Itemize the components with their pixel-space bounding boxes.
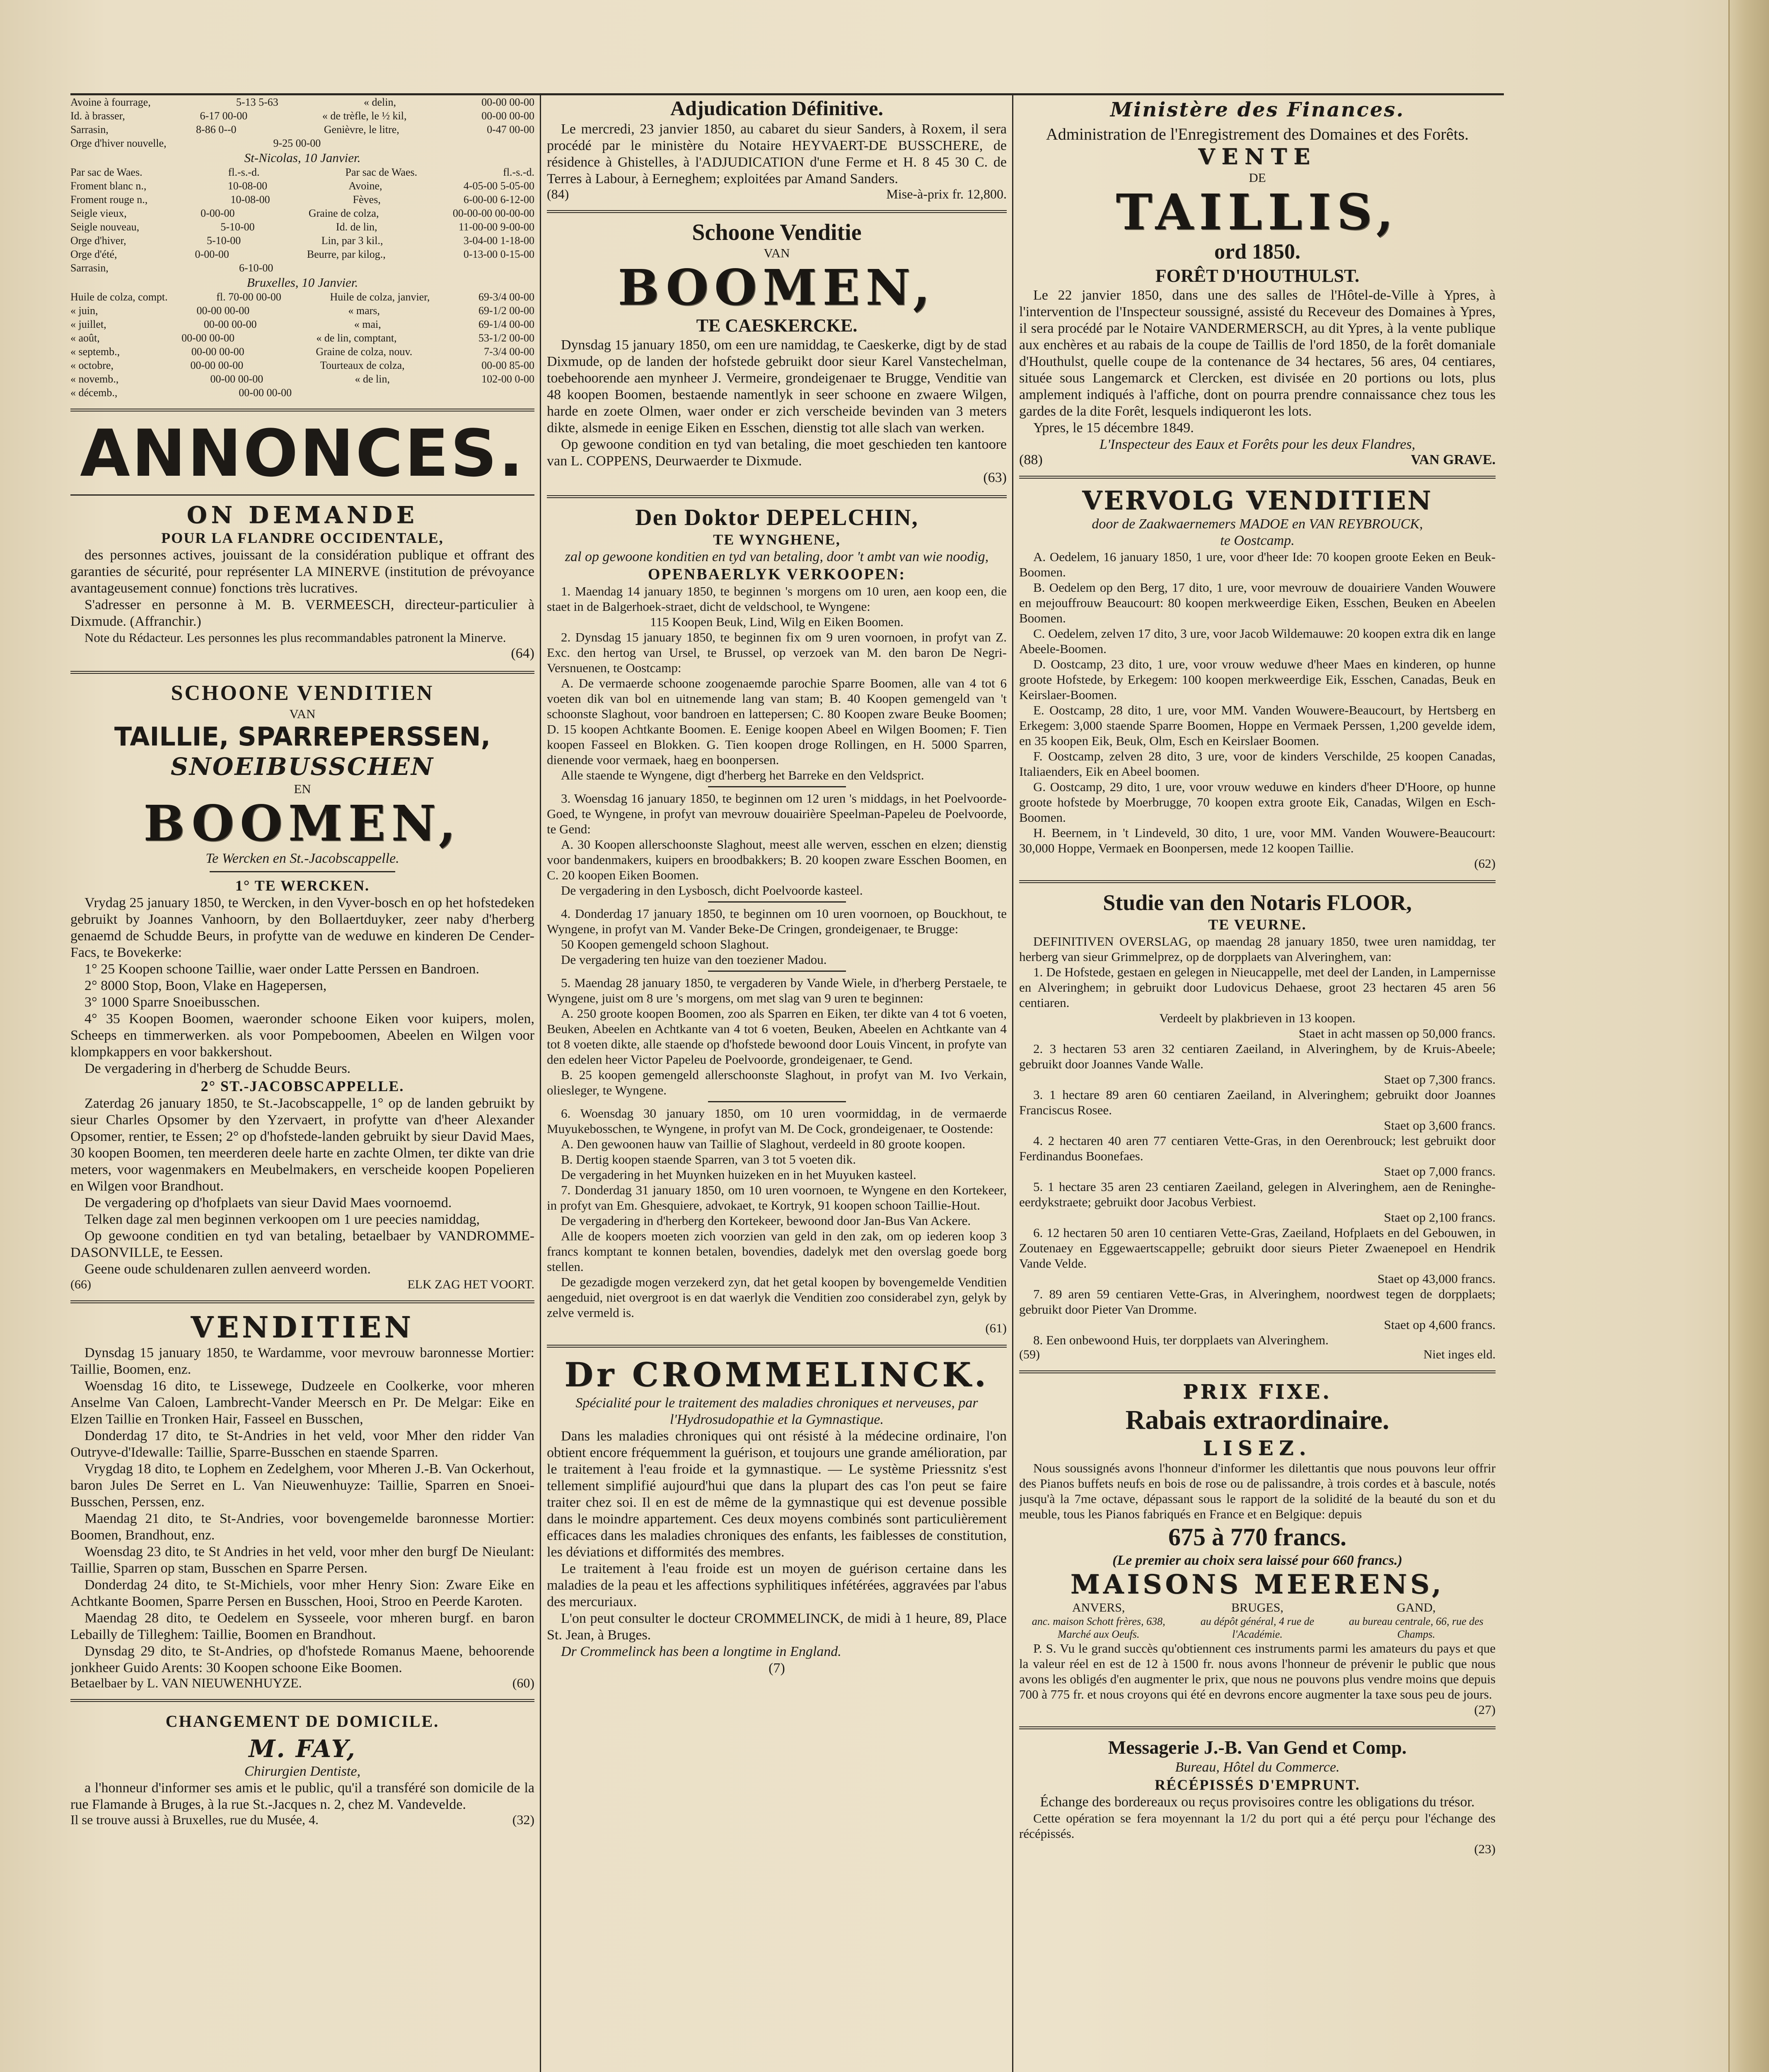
ad-ref: (23) <box>1474 1842 1496 1856</box>
ad-body: Le 22 janvier 1850, dans une des salles de l'Hôtel-de-Ville à Ypres, à l'intervention de l'Inspecteur soussigné, assisté du Receveur des Domaines à Ypres, il sera procédé par le Notaire VANDERMERSCH, au dit Ypres, à la vente publique aux enchères et au rabais de la coupe de Taillis de l'ord 1850, de la forêt domaniale d'Houthulst, quelle coupe de la contenance de 34 hectares, 56 ares, 04 centiares, située sous Langemarck et Clercken, est divisée en 20 portions ou lots, plus amplement indiqués à l'affiche, dont on pourra prendre connaissance chez tous les gardes de la dite Forêt, lesquels indiqueront les lots. <box>1019 288 1496 419</box>
ad-title: SCHOONE VENDITIEN <box>171 681 434 705</box>
divider <box>547 495 1007 498</box>
ad-heading: OPENBAERLYK VERKOOPEN: <box>648 566 906 583</box>
ad-foret: FORÊT D'HOUTHULST. <box>1155 266 1360 286</box>
ad-ref: (61) <box>985 1321 1007 1335</box>
venditie-item: Donderdag 17 dito, te St-Andries in het veld, voor Mher den ridder Van Outryve-d'Idewalle: Taillie, Sparre-Busschen en staende Sparren. <box>70 1428 534 1460</box>
divider <box>1019 476 1496 479</box>
city: ANVERS, <box>1072 1601 1125 1615</box>
lot-price: Staet op 3,600 francs. <box>1384 1118 1496 1133</box>
ad-maisons: MAISONS MEERENS, <box>1070 1569 1445 1600</box>
sale-item: E. Oostcamp, 28 dito, 1 ure, voor MM. Vanden Wouwere-Beaucourt, by Hertsberg en Erkegem: 3,000 staende Sparre Boomen, Hoppe en Vermaek Perssen, 1,200 gevelde idem, en 35 koopen Eik, Beuk, Olm, Esch en Keirslaer Boomen. <box>1019 703 1496 748</box>
ad-ref: (64) <box>511 646 534 661</box>
sale-item: B. Oedelem op den Berg, 17 dito, 1 ure, voor mevrouw de douairiere Vanden Wouwere en mejouffrouw Beaucourt: 80 koopen merkweerdige Eiken, Esschen, Beuken en Abeelen Boomen. <box>1019 580 1496 625</box>
ad-title: Messagerie J.-B. Van Gend et Comp. <box>1108 1737 1407 1758</box>
sale-item: D. Oostcamp, 23 dito, 1 ure, voor vrouw weduwe d'heer Maes en kinderen, op hunne groote Hofstede, by Erkegem: 100 koopen merkweerdige Eik, Esschen, Canadas, Beuk en Keirslaer-Boomen. <box>1019 657 1496 702</box>
ad-price: Mise-à-prix fr. 12,800. <box>886 186 1007 201</box>
ad-sign: L'Inspecteur des Eaux et Forêts pour les deux Flandres, <box>1099 437 1416 452</box>
column-1 <box>70 95 534 2072</box>
divider <box>70 671 534 674</box>
ad-boomen: BOOMEN, <box>618 259 936 316</box>
venditie-item: Donderdag 24 dito, te St-Michiels, voor mher Henry Sion: Zware Eike en Achtkante Boomen, Sparre Persen en Busschen, Hooi, Stroo en Peerde Karoten. <box>70 1577 534 1609</box>
lot-item: 4. 2 hectaren 40 aren 77 centiaren Vette-Gras, in den Oerenbrouck; lest gebruikt door Ferdinandus Boonefaes. <box>1019 1133 1496 1163</box>
ad-subheading: 2° ST.-JACOBSCAPPELLE. <box>201 1078 404 1094</box>
sale-item: 3. Woensdag 16 january 1850, te beginnen om 12 uren 's middags, in het Poelvoorde-Goed, te Wyngene, in profyt van mevrouw douairière Speelman-Papeleu de Poelvoorde, te Gend: <box>547 791 1007 836</box>
divider <box>547 1345 1007 1348</box>
address: au dépôt général, 4 rue de l'Académie. <box>1200 1615 1315 1640</box>
ad-body: Dynsdag 15 january 1850, om een ure namiddag, te Caeskerke, digt by de stad Dixmude, op de landen der hofstede gebruikt door sieur Karel Vanstechelman, toebehoorende aen mynheer J. Vermeire, grondeigenaer te Brugge, Venditie van 48 koopen Boomen, bestaende namentlyk in seer schoone en zwaere Wilgen, harde en zoete Olmen, waer onder er zich verscheide bevinden van 3 meters dikte, alsmede in eenige Eiken en Esschen, dienstig tot alle slach van werken. <box>547 337 1007 436</box>
venditie-item: Dynsdag 29 dito, te St-Andries, op d'hofstede Romanus Maene, behoorende jonkheer Guido Arents: 30 Koopen schoone Eike Boomen. <box>70 1644 534 1675</box>
ad-body: Le traitement à l'eau froide est un moyen de guérison certaine dans les maladies de la peau et les affections syphilitiques infétérées, aggravées par l'abus des mercuriaux. <box>547 1561 1007 1610</box>
ad-sub: Administration de l'Enregistrement des Domaines et des Forêts. <box>1046 125 1469 143</box>
ad-ref: (60) <box>512 1675 534 1690</box>
divider <box>708 901 846 903</box>
venditie-item: Woensdag 16 dito, te Lissewege, Dudzeele en Coolkerke, voor mheren Anselme Van Caloen, Lambrecht-Vander Meersch en Pr. De Melgar: Eike en Elzen Taillie en Tronken Hair, Fasseel en Busschen, <box>70 1378 534 1427</box>
sale-item: H. Beernem, in 't Lindeveld, 30 dito, 1 ure, voor MM. Vanden Wouwere-Beaucourt: 30,000 Hoppe, Vermaek en Boonpersen, mede 12 koopen Taillie. <box>1019 825 1496 855</box>
ad-vente: VENTE <box>1198 144 1317 169</box>
sale-item: A. 30 Koopen allerschoonste Slaghout, meest alle werven, esschen en elzen; dienstig voor bandenmakers, kuipers en broodbakkers; B. 20 koopen zware Esschen Boomen, en C. 20 koopen Eiken Boomen. <box>547 837 1007 882</box>
ad-body: Échange des bordereaux ou reçus provisoires contre les obligations du trésor. <box>1040 1794 1475 1810</box>
crommelinck-ad <box>547 1354 1007 1677</box>
ad-body: a l'honneur d'informer ses amis et le public, qu'il a transféré son domicile de la rue Flamande à Bruges, à la rue St.-Jacques n. 2, chez M. Vandevelde. <box>70 1780 534 1812</box>
divider <box>1019 1370 1496 1373</box>
ad-rabais: Rabais extraordinaire. <box>1125 1405 1390 1435</box>
ad-para: Telken dage zal men beginnen verkoopen om 1 ure peecies namiddag, <box>85 1212 480 1227</box>
ad-ref: (63) <box>983 470 1007 485</box>
vervolg-venditien-ad <box>1019 485 1496 871</box>
market-place: Bruxelles, 10 Janvier. <box>247 275 358 290</box>
sale-item: B. 25 koopen gemengeld allerschoonste Slaghout, in profyt van M. Ivo Verkain, oliesleger, te Wyngene. <box>547 1067 1007 1097</box>
sale-item: 4. Donderdag 17 january 1850, te beginnen om 10 uren voornoen, op Bouckhout, te Wyngene, in profyt van M. Vander Beke-De Cringen, grondeigenaer, te Brugge: <box>547 906 1007 936</box>
venditie-item: Woensdag 23 dito, te St Andries in het veld, voor mher den burgf De Nieulant: Taillie, Sparren op stam, Busschen en Sparre Persen. <box>70 1544 534 1576</box>
divider <box>547 210 1007 213</box>
ad-footer <box>70 1813 534 1827</box>
ad-cities <box>1019 1600 1496 1641</box>
venditien-ad <box>70 1310 534 1690</box>
market-row: « août, 00-00 00-00 « de lin, comptant, 53-1/2 00-00 <box>70 332 534 344</box>
market-row: Sarrasin, 6-10-00 <box>70 262 273 274</box>
ad-body: des personnes actives, jouissant de la considération publique et offrant des garanties de sécurité, pour représenter LA MINERVE (institution de prévoyance avantageusement connue) fonctions très lucratives. <box>70 547 534 596</box>
ad-ref: (84) <box>547 186 569 201</box>
market-row: « octobre, 00-00 00-00 Tourteaux de colza, 00-00 85-00 <box>70 359 534 371</box>
schoone-venditie-ad <box>547 220 1007 486</box>
column-2 <box>547 95 1007 2072</box>
market-row: « juin, 00-00 00-00 « mars, 69-1/2 00-00 <box>70 305 534 317</box>
ad-title: VERVOLG VENDITIEN <box>1082 485 1433 516</box>
address: anc. maison Schott frères, 638, Marché aux Oeufs. <box>1032 1615 1165 1640</box>
ad-subheading: 1° TE WERCKEN. <box>235 877 370 894</box>
city: GAND, <box>1397 1601 1436 1615</box>
market-row: « septemb., 00-00 00-00 Graine de colza, nouv. 7-3/4 00-00 <box>70 346 534 358</box>
ad-line: SNOEIBUSSCHEN <box>170 753 435 781</box>
ad-para: De vergadering in d'herberg de Schudde Beurs. <box>85 1061 351 1076</box>
ad-title: Adjudication Définitive. <box>670 97 883 120</box>
market-place: St-Nicolas, 10 Janvier. <box>244 150 361 165</box>
sale-item: A. 250 groote koopen Boomen, zoo als Sparren en Eiken, ter dikte van 4 tot 6 voeten, Beuken, Abeelen en Achtkante van 4 tot 6 voeten, Beuken, Abeelen en Achtkante van 4 tot 8 voeten dikte, alle staende op d'hofstede bewoond door Louis Vincent, in profyte van den edelen heer Victor Papeleu de Poelvoorde, grondeigenaer, te Gend. <box>547 1006 1007 1067</box>
ad-van: VAN <box>289 707 316 721</box>
lot-item: 6. 12 hectaren 50 aren 10 centiaren Vette-Gras, Zaeiland, Hofplaets en del Gebouwen, in Zoutenaey en Eggewaertscappelle; gebruikt door sieurs Pieter Zwaenepoel en Hendrik Vande Velde. <box>1019 1225 1496 1271</box>
ad-place: TE CAESKERCKE. <box>696 315 858 336</box>
market-row: Huile de colza, compt. fl. 70-00 00-00 Huile de colza, janvier, 69-3/4 00-00 <box>70 291 534 303</box>
ad-body: Le mercredi, 23 janvier 1850, au cabaret du sieur Sanders, à Roxem, il sera procédé par le ministère du Notaire HEYVAERT-DE BUSSCHERE, de résidence à Ghistelles, à l'ADJUDICATION d'une Ferme et H. 8 45 30 C. de Terres à Labour, à Eerneghem; exploitées par Amand Sanders. <box>547 121 1007 186</box>
ad-motto: ELK ZAG HET VOORT. <box>407 1278 534 1291</box>
lot-price: Staet op 4,600 francs. <box>1384 1317 1496 1332</box>
venditie-item: Maendag 21 dito, te St-Andries, voor bovengemelde baronnesse Mortier: Boomen, Brandhout, enz. <box>70 1511 534 1543</box>
lot-item: Verdeelt by plakbrieven in 13 koopen. <box>1159 1011 1356 1025</box>
sale-item: De vergadering in den Lysbosch, dicht Poelvoorde kasteel. <box>561 883 863 898</box>
sale-item: De vergadering in d'herberg den Kortekeer, bewoond door Jan-Bus Van Ackere. <box>561 1213 971 1228</box>
market-header: Par sac de Waes. fl.-s.-d. Par sac de Waes. fl.-s.-d. <box>70 166 534 178</box>
ad-para: Geene oude schuldenaren zullen aenveerd worden. <box>85 1261 371 1277</box>
ad-body: Dans les maladies chroniques qui ont résisté à la médecine ordinaire, l'on obtient encore fréquemment la guérison, et toujours une grande amélioration, par le traitement à l'eau froide et la gymnastique. — Le système Priessnitz s'est tellement simplifié aujourd'hui que dans la plupart des cas l'on peut se faire traiter chez soi. Il en est de même de la gymnastique qui est devenue possible dans le moindre appartement. Ces deux moyens combinés sont particulièrement efficaces dans les maladies chroniques des enfants, les faiblesses de constitution, les déviations et difformités des membres. <box>547 1428 1007 1560</box>
city: BRUGES, <box>1231 1601 1283 1615</box>
ad-title: Studie van den Notaris FLOOR, <box>1103 890 1412 915</box>
ad-para: Zaterdag 26 january 1850, te St.-Jacobscappelle, 1° op de landen gebruikt by sieur Charles Opsomer by den Yzervaert, in profytte van d'heer Alexander Opsomer, rentier, te Essen; 2° op d'hofstede-landen gebruikt by sieur David Maes, 30 koopen Boomen, ten meerderen deele harte en zachte Olmen, ter dikte van drie meters, voor wagenmakers en Meubelmakers, en verscheide koopen Popelieren en Wilgen voor Brandhout. <box>70 1096 534 1194</box>
market-row: Orge d'hiver, 5-10-00 Lin, par 3 kil., 3-04-00 1-18-00 <box>70 235 534 247</box>
ad-date: Ypres, le 15 décembre 1849. <box>1033 420 1194 436</box>
ad-title: CHANGEMENT DE DOMICILE. <box>165 1712 440 1731</box>
market-row: « juillet, 00-00 00-00 « mai, 69-1/4 00-00 <box>70 318 534 330</box>
lot-price: Staet op 7,000 francs. <box>1384 1164 1496 1179</box>
changement-domicile-ad <box>70 1709 534 1827</box>
ad-sub: Bureau, Hôtel du Commerce. <box>1175 1760 1340 1775</box>
market-row: Id. à brasser, 6-17 00-00 « de trèfle, le ½ kil, 00-00 00-00 <box>70 110 534 122</box>
ad-title: Dr CROMMELINCK. <box>564 1355 989 1394</box>
ad-footer <box>1019 453 1496 467</box>
lot-item: 5. 1 hectare 35 aren 23 centiaren Zaeiland, gelegen in Alveringhem, aen de Reninghe-eerdykstraete; gebruikt door Jacobus Verbiest. <box>1019 1179 1496 1209</box>
market-row: « décemb., 00-00 00-00 <box>70 387 292 399</box>
ad-para: 1° 25 Koopen schoone Taillie, waer onder Latte Perssen en Bandroen. <box>85 961 479 977</box>
ad-title: VENDITIEN <box>191 1310 414 1344</box>
ad-payer: Betaelbaer by L. VAN NIEUWENHUYZE. <box>70 1675 302 1690</box>
ad-sub: door de Zaakwaernemers MADOE en VAN REYBROUCK, <box>1092 516 1423 532</box>
ad-body: Nous soussignés avons l'honneur d'informer les dilettantis que nous pouvons leur offrir des Pianos buffets neufs en bois de rose ou de palissandre, à trois cordes et à bascule, notés jusqu'à la 7me octave, dépassant sous le rapport de la solidité de la beauté du son et du meuble, tous les Pianos fabriqués en France et en Belgique: depuis <box>1019 1461 1496 1521</box>
market-row: Avoine à fourrage, 5-13 5-63 « delin, 00-00 00-00 <box>70 96 534 108</box>
ad-place: Te Wercken en St.-Jacobscappelle. <box>205 851 399 866</box>
ad-body: Cette opération se fera moyennant la 1/2 du port qui a été perçu pour l'échange des récépissés. <box>1019 1811 1496 1841</box>
lot-item: 2. 3 hectaren 53 aren 32 centiaren Zaeiland, in Alveringhem, by de Kruis-Abeele; gebruikt door Joannes Vande Walle. <box>1019 1041 1496 1071</box>
sale-item: C. Oedelem, zelven 17 dito, 3 ure, voor Jacob Wildemauwe: 20 koopen extra dik en lange Abeele-Boomen. <box>1019 626 1496 656</box>
sale-item: Alle staende te Wyngene, digt d'herberg het Barreke en den Veldsprict. <box>561 768 924 782</box>
ad-ref: (7) <box>768 1661 785 1676</box>
sale-item: 115 Koopen Beuk, Lind, Wilg en Eiken Boomen. <box>650 615 904 629</box>
market-row: « novemb., 00-00 00-00 « de lin, 102-00 0-00 <box>70 373 534 385</box>
ad-premier: (Le premier au choix sera laissé pour 660 francs.) <box>1112 1553 1402 1568</box>
ad-boomen: BOOMEN, <box>143 794 462 852</box>
market-row: Orge d'hiver nouvelle, 9-25 00-00 <box>70 137 321 149</box>
ad-note: Note du Rédacteur. Les personnes les plus recommandables patronent la Minerve. <box>85 630 506 645</box>
ad-price: 675 à 770 francs. <box>1168 1523 1346 1551</box>
ad-para: 3° 1000 Sparre Snoeibusschen. <box>85 995 260 1010</box>
sale-item: B. Dertig koopen staende Sparren, van 3 tot 5 voeten dik. <box>561 1152 856 1167</box>
lot-item: 3. 1 hectare 89 aren 60 centiaren Zaeiland, in Alveringhem; gebruikt door Joannes Franciscus Rosee. <box>1019 1087 1496 1117</box>
ad-van: VAN <box>764 246 790 260</box>
sale-item: De gezadigde mogen verzekerd zyn, dat het getal koopen by bovengemelde Venditien aengeduid, niet overgroot is en dat waerlyk die Venditien zoo considerabel zyn, gelyk by zelve vermeld is. <box>547 1275 1007 1320</box>
ad-taillis: TAILLIS, <box>1116 183 1399 241</box>
venditie-item: Vrygdag 18 dito, te Lophem en Zedelghem, voor Mheren J.-B. Van Ockerhout, baron Jules De Serret en L. Van Nieuwenhuyze: Taillie, Sparren en Snoei-Busschen, Perssen, enz. <box>70 1461 534 1510</box>
market-row: Sarrasin, 8-86 0--0 Genièvre, le litre, 0-47 00-00 <box>70 123 534 136</box>
sale-item: A. Oedelem, 16 january 1850, 1 ure, voor d'heer Ide: 70 koopen groote Eeken en Beuk-Boomen. <box>1019 549 1496 579</box>
messagerie-ad <box>1019 1736 1496 1857</box>
ad-body: L'on peut consulter le docteur CROMMELINCK, de midi à 1 heure, 89, Place St. Jean, à Bruges. <box>547 1611 1007 1643</box>
ad-footer <box>547 187 1007 201</box>
divider <box>70 1300 534 1303</box>
ad-para: 4° 35 Koopen Boomen, waeronder schoone Eiken voor kuipers, molen, Scheeps en timmerwerken. als voor Pompeboomen, Abeelen en Wilgen voor klompkappers en voor bakkershout. <box>70 1011 534 1060</box>
sale-item: 6. Woensdag 30 january 1850, om 10 uren voormiddag, in de vermaerde Muyukebosschen, te Wyngene, in profyt van M. De Cock, grondeigenaer, te Oostende: <box>547 1106 1007 1136</box>
ad-sub: zal op gewoone konditien en tyd van betaling, door 't ambt van wie noodig, <box>565 549 989 564</box>
annonces-heading: ANNONCES. <box>80 416 525 491</box>
prix-fixe-ad <box>1019 1380 1496 1717</box>
divider <box>70 1699 534 1702</box>
ad-ref: (66) <box>70 1278 91 1291</box>
ad-en: EN <box>294 782 311 796</box>
ad-intro: DEFINITIVEN OVERSLAG, op maendag 28 january 1850, twee uren namiddag, ter herberg van sieur Grimmelprez, op de dorpplaets van Alveringhem, van: <box>1019 934 1496 964</box>
divider <box>708 786 846 787</box>
divider <box>1019 1726 1496 1729</box>
ministere-ad <box>1019 95 1496 467</box>
market-prices <box>70 95 534 399</box>
ad-last: Niet inges eld. <box>1423 1348 1496 1361</box>
ad-role: Chirurgien Dentiste, <box>244 1764 361 1779</box>
ad-para: Op gewoone conditien en tyd van betaling, betaelbaer by VANDROMME-DASONVILLE, te Eessen. <box>70 1228 534 1260</box>
sale-item: 5. Maendag 28 january 1850, te vergaderen by Vande Wiele, in d'herberg Perstaele, te Wyngene, juist om 8 ure 's morgens, om met slag van 9 uren te beginnen: <box>547 975 1007 1005</box>
ad-para: Vrydag 25 january 1850, te Wercken, in den Vyver-bosch en op het hofstedeken gebruikt by Joannes Vanhoorn, by den Bollaertduyker, zeer naby d'herberg genaemd de Schudde Beurs, in profytte van de weduwe en kinderen De Cender-Facs, te Bovekerke: <box>70 895 534 960</box>
ad-place: TE WYNGHENE, <box>713 531 841 548</box>
divider <box>708 971 846 972</box>
ad-ps: P. S. Vu le grand succès qu'obtiennent ces instruments parmi les amateurs du pays et que la valeur réel en est de 12 à 1500 fr. nous avons l'honneur de prévenir le public que nous avons les obligés d'en augmenter le prix, que nous ne pouvons plus vendre moins que depuis 700 à 775 fr. et nous croyons qui été en devrons encore augmenter la taxe sous peu de jours. <box>1019 1641 1496 1702</box>
ad-body: Op gewoone condition en tyd van betaling, die moet geschieden ten kantoore van L. COPPENS, Deurwaerder te Dixmude. <box>547 437 1007 469</box>
divider <box>708 1101 846 1102</box>
divider <box>70 494 534 496</box>
market-row: Froment blanc n., 10-08-00 Avoine, 4-05-00 5-05-00 <box>70 180 534 192</box>
ad-ref: (32) <box>512 1812 534 1827</box>
schoone-venditien-ad <box>70 680 534 1291</box>
ad-footer <box>70 1278 534 1291</box>
ad-title: Den Doktor DEPELCHIN, <box>635 505 918 530</box>
ad-body: Dr Crommelinck has been a longtime in England. <box>561 1644 841 1659</box>
ad-title: ON DEMANDE <box>186 501 418 529</box>
ad-recepisses: RÉCÉPISSÉS D'EMPRUNT. <box>1155 1777 1360 1793</box>
lot-item: 1. De Hofstede, gestaen en gelegen in Nieucappelle, met deel der Landen, in Lampernisse en Alveringhem; in gebruikt door Ludovicus Dehaese, groot 23 hectaren 45 aren 56 centiaren. <box>1019 965 1496 1010</box>
ad-name: M. FAY, <box>249 1735 356 1763</box>
divider <box>1019 880 1496 883</box>
column-rule <box>540 95 541 2072</box>
sale-item: 1. Maendag 14 january 1850, te beginnen 's morgens om 10 uren, aen koop een, die staet in de Balgerhoek-straet, dicht de veldschool, te Wyngene: <box>547 584 1007 614</box>
depelchin-ad <box>547 505 1007 1336</box>
ad-sub: Spécialité pour le traitement des maladies chroniques et nerveuses, par l'Hydrosudopathie et la Gymnastique. <box>575 1395 978 1427</box>
venditie-item: Maendag 28 dito, te Oedelem en Sysseele, voor mheren burgf. en baron Lebailly de Tilleghem: Taillie, Boomen en Brandhout. <box>70 1610 534 1642</box>
ad-lisez: LISEZ. <box>1203 1437 1312 1460</box>
ad-place: te Oostcamp. <box>1220 533 1295 548</box>
sale-item: 2. Dynsdag 15 january 1850, te beginnen fix om 9 uren voornoen, in profyt van Z. Exc. den hertog van Ursel, te Brussel, op verzoek van M. den baron De Negri-Versnuenen, te Oostcamp: <box>547 630 1007 675</box>
on-demande-ad <box>70 501 534 662</box>
lot-price: Staet op 7,300 francs. <box>1384 1072 1496 1087</box>
lot-price: Staet op 43,000 francs. <box>1378 1271 1496 1286</box>
sale-item: 7. Donderdag 31 january 1850, om 10 uren voornoen, te Wyngene en den Kortekeer, in profyt van Em. Ghesquiere, advokaet, te Kortryk, 91 koopen schoon Taillie-Hout. <box>547 1183 1007 1213</box>
ad-footer <box>1019 1348 1496 1361</box>
ad-body: Il se trouve aussi à Bruxelles, rue du Musée, 4. <box>70 1812 319 1827</box>
lot-item: 8. Een onbewoond Huis, ter dorpplaets van Alveringhem. <box>1033 1333 1329 1347</box>
market-row: Seigle vieux, 0-00-00 Graine de colza, 00-00-00 00-00-00 <box>70 207 534 219</box>
divider <box>210 871 395 872</box>
market-row: Froment rouge n., 10-08-00 Fèves, 6-00-00 6-12-00 <box>70 194 534 206</box>
ad-subtitle: POUR LA FLANDRE OCCIDENTALE, <box>161 530 444 546</box>
ad-ref: (62) <box>1474 856 1496 871</box>
ad-title: Ministère des Finances. <box>1110 98 1405 121</box>
lot-price: Staet op 2,100 francs. <box>1384 1210 1496 1225</box>
ad-ref: (27) <box>1474 1702 1496 1717</box>
sale-item: G. Oostcamp, 29 dito, 1 ure, voor vrouw weduwe en kinders d'heer D'Hoore, op hunne groote hofstede by Moerbrugge, 70 koopen extra groote Eik, Canadas, Wilgen en Esch-Boomen. <box>1019 779 1496 825</box>
sale-item: A. Den gewoonen hauw van Taillie of Slaghout, verdeeld in 80 groote koopen. <box>561 1137 966 1151</box>
ad-footer <box>70 1676 534 1690</box>
adjudication-ad <box>547 95 1007 201</box>
sale-item: 50 Koopen gemengeld schoon Slaghout. <box>561 937 769 951</box>
ad-para: 2° 8000 Stop, Boon, Vlake en Hagepersen, <box>85 978 327 993</box>
column-3 <box>1019 95 1496 2072</box>
ad-title: Schoone Venditie <box>692 220 862 245</box>
section-divider <box>70 409 534 411</box>
ad-line: TAILLIE, SPARREPERSSEN, <box>114 721 491 752</box>
floor-ad <box>1019 890 1496 1361</box>
sale-item: De vergadering in het Muynken huizeken en in het Muyuken kasteel. <box>561 1167 916 1182</box>
page-binding <box>1728 0 1769 2072</box>
ad-title: PRIX FIXE. <box>1183 1380 1332 1404</box>
ad-ref: (88) <box>1019 452 1043 467</box>
sale-item: F. Oostcamp, zelven 28 dito, 3 ure, voor de kinders Verschilde, 25 koopen Canadas, Italiaenders, Eik en Abeel boomen. <box>1019 749 1496 779</box>
ad-place: TE VEURNE. <box>1208 916 1307 933</box>
address: au bureau centrale, 66, rue des Champs. <box>1348 1615 1484 1640</box>
ad-body: S'adresser en personne à M. B. VERMEESCH, directeur-particulier à Dixmude. (Affranchir.) <box>70 597 534 629</box>
venditie-item: Dynsdag 15 january 1850, te Wardamme, voor mevrouw baronnesse Mortier: Taillie, Boomen, enz. <box>70 1345 534 1377</box>
ad-para: De vergadering op d'hofplaets van sieur David Maes voornoemd. <box>85 1195 452 1210</box>
ad-ref: (59) <box>1019 1348 1040 1361</box>
market-row: Seigle nouveau, 5-10-00 Id. de lin, 11-00-00 9-00-00 <box>70 221 534 233</box>
lot-price: Staet in acht massen op 50,000 francs. <box>1298 1026 1496 1041</box>
column-rule <box>1012 95 1013 2072</box>
lot-item: 7. 89 aren 59 centiaren Vette-Gras, in Alveringhem, noordwest tegen de dorpplaets; gebruikt door Pieter Van Dromme. <box>1019 1287 1496 1317</box>
ad-de: DE <box>1249 170 1266 185</box>
sale-item: Alle de koopers moeten zich voorzien van geld in den zak, om op iederen koop 3 francs komptant te konnen betalen, bovendies, dadelyk met den overslag goede borg stellen. <box>547 1229 1007 1274</box>
ad-name: VAN GRAVE. <box>1411 452 1496 467</box>
market-row: Orge d'été, 0-00-00 Beurre, par kilog., 0-13-00 0-15-00 <box>70 248 534 260</box>
ad-ord: ord 1850. <box>1214 240 1300 264</box>
sale-item: A. De vermaerde schoone zoogenaemde parochie Sparre Boomen, alle van 4 tot 6 voeten dik van bol en uitnemende lang van stam; B. 40 Koopen gemengeld van 't schoonste Slaghout, voor bandroen en lattepersen; C. 80 Koopen zware Beuke Boomen; D. 15 koopen Achtkante Boomen. E. Eenige koopen Abeel en Wilgen Boomen; F. Tien koopen Fasseel en Blokken. G. Tien koopen droge Rollingen, en H. 5000 Sparren, dienende voor vermaek, haeg en boonpersen. <box>547 676 1007 767</box>
sale-item: De vergadering ten huize van den toeziener Madou. <box>561 952 827 967</box>
